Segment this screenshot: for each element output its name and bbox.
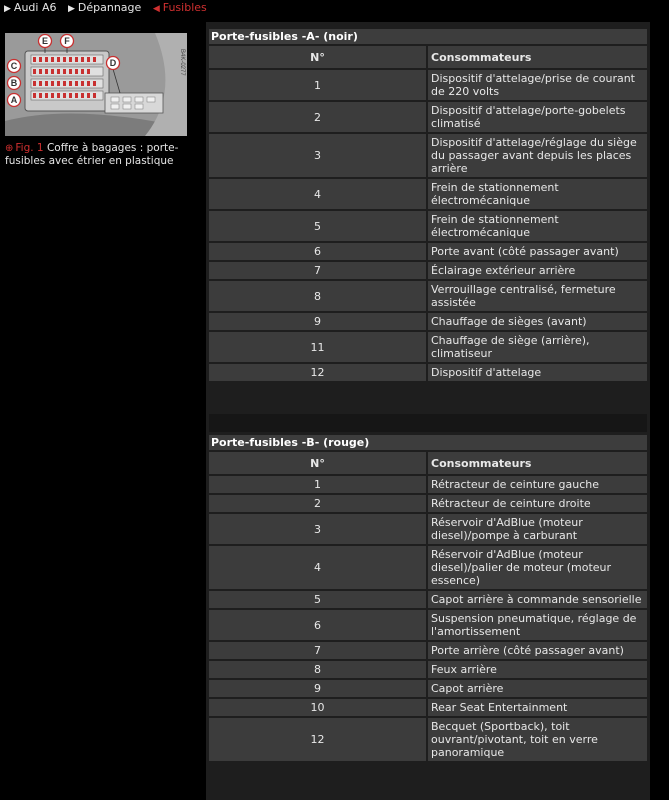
column-header-number: N° [209, 46, 426, 68]
fuse-number-cell: 4 [209, 179, 426, 209]
fuse-number-cell: 12 [209, 364, 426, 381]
table-title: Porte-fusibles -B- (rouge) [209, 435, 647, 450]
column-header-consumers: Consommateurs [428, 452, 647, 474]
consumer-cell: Suspension pneumatique, réglage de l'amortissement [428, 610, 647, 640]
consumer-cell: Dispositif d'attelage/réglage du siège du passager avant depuis les places arrière [428, 134, 647, 177]
table-row [209, 495, 647, 512]
fuse-box-figure[interactable] [5, 33, 187, 136]
table-row [209, 546, 647, 589]
table-title: Porte-fusibles -A- (noir) [209, 29, 647, 44]
consumer-cell: Éclairage extérieur arrière [428, 262, 647, 279]
svg-text:B: B [10, 78, 18, 88]
table-row [209, 179, 647, 209]
svg-text:A: A [10, 95, 18, 105]
breadcrumb [4, 1, 215, 15]
breadcrumb-label: Audi A6 [13, 1, 57, 14]
consumer-cell: Becquet (Sportback), toit ouvrant/pivotant, toit en verre panoramique [428, 718, 647, 761]
table-row [209, 243, 647, 260]
consumer-cell: Verrouillage centralisé, fermeture assistée [428, 281, 647, 311]
table-body [209, 476, 647, 761]
triangle-right-icon: ▶ [67, 4, 75, 14]
fuse-number-cell: 9 [209, 680, 426, 697]
table-row [209, 642, 647, 659]
consumer-cell: Dispositif d'attelage/porte-gobelets climatisé [428, 102, 647, 132]
table-row [209, 281, 647, 311]
table-row [209, 134, 647, 177]
table-row [209, 680, 647, 697]
breadcrumb-label: Fusibles [162, 1, 207, 14]
table-row [209, 718, 647, 761]
consumer-cell: Réservoir d'AdBlue (moteur diesel)/palier de moteur (moteur essence) [428, 546, 647, 589]
consumer-cell: Réservoir d'AdBlue (moteur diesel)/pompe à carburant [428, 514, 647, 544]
fuse-number-cell: 5 [209, 591, 426, 608]
fuse-table [207, 44, 649, 383]
triangle-right-icon: ▶ [4, 4, 11, 14]
column-header-consumers: Consommateurs [428, 46, 647, 68]
svg-text:B4K-0277: B4K-0277 [179, 49, 185, 76]
consumer-cell: Capot arrière à commande sensorielle [428, 591, 647, 608]
consumer-cell: Rétracteur de ceinture gauche [428, 476, 647, 493]
table-row [209, 364, 647, 381]
table-row [209, 610, 647, 640]
fuse-table-a [209, 29, 647, 383]
table-row [209, 262, 647, 279]
fuse-number-cell: 3 [209, 514, 426, 544]
consumer-cell: Dispositif d'attelage/prise de courant de 220 volts [428, 70, 647, 100]
svg-text:D: D [109, 58, 117, 68]
svg-text:F: F [64, 36, 70, 46]
consumer-cell: Chauffage de siège (arrière), climatiseur [428, 332, 647, 362]
consumer-cell: Frein de stationnement électromécanique [428, 179, 647, 209]
fuse-number-cell: 2 [209, 495, 426, 512]
svg-text:C: C [10, 61, 18, 71]
triangle-left-icon: ◀ [152, 4, 160, 14]
breadcrumb-item-depannage[interactable] [68, 1, 141, 14]
table-row [209, 699, 647, 716]
breadcrumb-item-audi-a6[interactable] [4, 1, 56, 14]
consumer-cell: Rétracteur de ceinture droite [428, 495, 647, 512]
fuse-number-cell: 1 [209, 476, 426, 493]
content-panel [206, 22, 650, 800]
figure-caption [5, 142, 193, 168]
fuse-number-cell: 4 [209, 546, 426, 589]
fuse-number-cell: 8 [209, 661, 426, 678]
consumer-cell: Frein de stationnement électromécanique [428, 211, 647, 241]
fuse-number-cell: 8 [209, 281, 426, 311]
table-header-row [209, 452, 647, 474]
table-row [209, 102, 647, 132]
table-row [209, 211, 647, 241]
table-row [209, 332, 647, 362]
fuse-table-b [209, 435, 647, 763]
table-body [209, 70, 647, 381]
fuse-number-cell: 2 [209, 102, 426, 132]
fuse-number-cell: 7 [209, 262, 426, 279]
consumer-cell: Porte arrière (côté passager avant) [428, 642, 647, 659]
column-header-number: N° [209, 452, 426, 474]
consumer-cell: Dispositif d'attelage [428, 364, 647, 381]
fuse-number-cell: 10 [209, 699, 426, 716]
figure-label[interactable]: Fig. 1 [15, 142, 44, 154]
fuse-number-cell: 7 [209, 642, 426, 659]
fuse-number-cell: 9 [209, 313, 426, 330]
fuse-number-cell: 6 [209, 243, 426, 260]
table-row [209, 591, 647, 608]
fuse-number-cell: 11 [209, 332, 426, 362]
table-header-row [209, 46, 647, 68]
fuse-box-illustration [5, 33, 187, 136]
consumer-cell: Chauffage de sièges (avant) [428, 313, 647, 330]
table-row [209, 514, 647, 544]
fuse-number-cell: 3 [209, 134, 426, 177]
fuse-number-cell: 12 [209, 718, 426, 761]
table-row [209, 661, 647, 678]
fuse-number-cell: 6 [209, 610, 426, 640]
table-row [209, 476, 647, 493]
fuse-number-cell: 1 [209, 70, 426, 100]
magnify-icon[interactable]: ⊕ [5, 143, 14, 154]
table-row [209, 313, 647, 330]
fuse-number-cell: 5 [209, 211, 426, 241]
fuse-table [207, 450, 649, 763]
svg-text:E: E [41, 36, 49, 46]
caption-text: Coffre à bagages : porte-fusibles avec étrier en plastique [5, 142, 179, 167]
table-separator [209, 414, 647, 432]
consumer-cell: Feux arrière [428, 661, 647, 678]
breadcrumb-label: Dépannage [77, 1, 142, 14]
table-row [209, 70, 647, 100]
breadcrumb-item-fusibles[interactable] [153, 1, 207, 14]
consumer-cell: Porte avant (côté passager avant) [428, 243, 647, 260]
consumer-cell: Capot arrière [428, 680, 647, 697]
consumer-cell: Rear Seat Entertainment [428, 699, 647, 716]
